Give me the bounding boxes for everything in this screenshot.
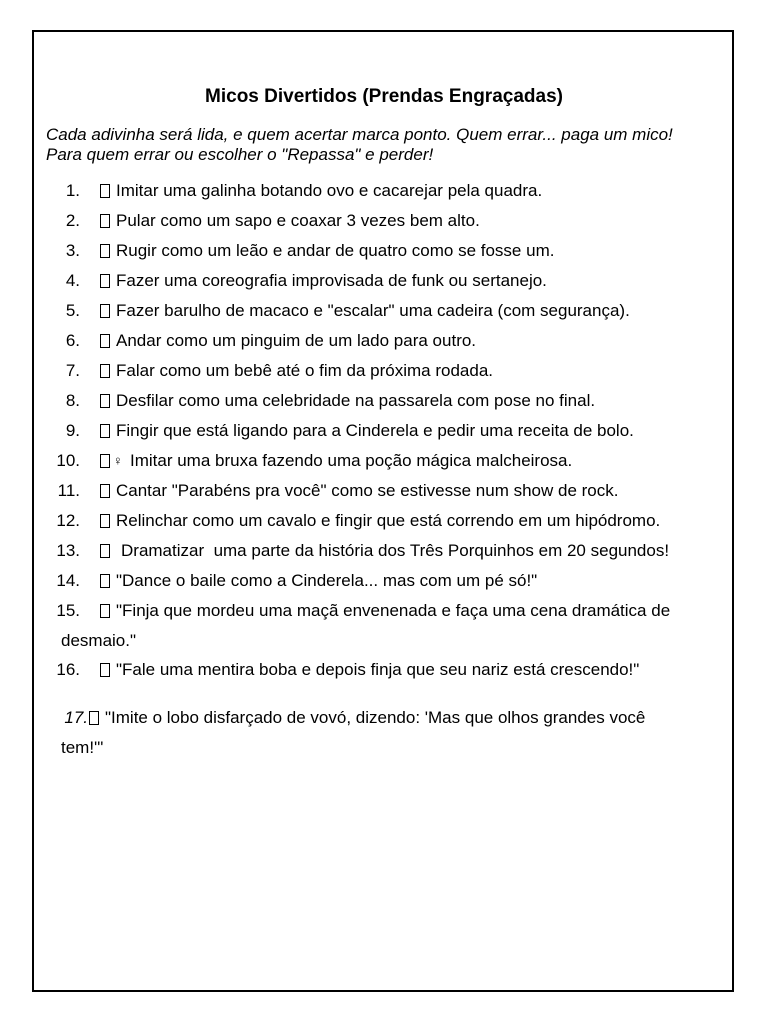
item-text: Pular como um sapo e coaxar 3 vezes bem alto.	[116, 211, 480, 230]
item-number: 8.	[65, 391, 80, 410]
item-text: Andar como um pinguim de um lado para outro.	[116, 331, 477, 350]
item-text: Rugir como um leão e andar de quatro como se fosse um.	[116, 241, 555, 260]
item-number: 17.	[64, 708, 88, 727]
item-text: Desfilar como uma celebridade na passarela com pose no final.	[116, 391, 596, 410]
missing-glyph-icon	[100, 334, 110, 348]
missing-glyph-icon	[100, 214, 110, 228]
item-number: 10.	[56, 451, 80, 470]
missing-glyph-icon	[100, 663, 110, 677]
missing-glyph-icon	[100, 304, 110, 318]
item-number: 3.	[65, 241, 80, 260]
item-text: "Finja que mordeu uma maçã envenenada e faça uma cena dramática de	[116, 601, 671, 620]
missing-glyph-icon	[100, 484, 110, 498]
missing-glyph-icon	[100, 274, 110, 288]
item-text: Fazer uma coreografia improvisada de funk ou sertanejo.	[116, 271, 547, 290]
item-number: 14.	[56, 571, 80, 590]
item-text: Dramatizar uma parte da história dos Três Porquinhos em 20 segundos!	[121, 541, 670, 560]
intro-line-1: Cada adivinha será lida, e quem acertar marca ponto. Quem errar... paga um mico!	[46, 125, 673, 144]
missing-glyph-icon	[100, 364, 110, 378]
item-number: 9.	[65, 421, 80, 440]
item-number: 15.	[56, 601, 80, 620]
missing-glyph-icon	[100, 244, 110, 258]
item-number: 12.	[56, 511, 80, 530]
item-text: Fingir que está ligando para a Cinderela e pedir uma receita de bolo.	[116, 421, 634, 440]
item-number: 7.	[65, 361, 80, 380]
missing-glyph-icon	[100, 184, 110, 198]
missing-glyph-icon	[89, 711, 99, 725]
missing-glyph-icon	[100, 424, 110, 438]
missing-glyph-icon	[100, 544, 110, 558]
female-sign-icon: ♀	[113, 453, 123, 468]
item-text: Relinchar como um cavalo e fingir que está correndo em um hipódromo.	[116, 511, 661, 530]
item-number: 4.	[65, 271, 80, 290]
item-number: 11.	[57, 481, 80, 500]
item-text-continuation: tem!'"	[61, 738, 104, 757]
item-text: "Imite o lobo disfarçado de vovó, dizendo: 'Mas que olhos grandes você	[105, 708, 646, 727]
item-text: Imitar uma galinha botando ovo e cacarejar pela quadra.	[116, 181, 543, 200]
missing-glyph-icon	[100, 574, 110, 588]
item-number: 6.	[65, 331, 80, 350]
item-text: Imitar uma bruxa fazendo uma poção mágica malcheirosa.	[130, 451, 573, 470]
item-number: 2.	[65, 211, 80, 230]
item-text: Cantar "Parabéns pra você" como se estivesse num show de rock.	[116, 481, 619, 500]
item-text: Falar como um bebê até o fim da próxima rodada.	[116, 361, 494, 380]
item-number: 13.	[56, 541, 80, 560]
item-text: Fazer barulho de macaco e "escalar" uma cadeira (com segurança).	[116, 301, 630, 320]
item-number: 5.	[65, 301, 80, 320]
item-text: "Fale uma mentira boba e depois finja que seu nariz está crescendo!"	[116, 660, 640, 679]
item-text-continuation: desmaio."	[61, 631, 137, 650]
item-number: 16.	[56, 660, 80, 679]
missing-glyph-icon	[100, 454, 110, 468]
intro-line-2: Para quem errar ou escolher o "Repassa" e perder!	[46, 145, 434, 164]
missing-glyph-icon	[100, 514, 110, 528]
missing-glyph-icon	[100, 604, 110, 618]
missing-glyph-icon	[100, 394, 110, 408]
item-text: "Dance o baile como a Cinderela... mas com um pé só!"	[116, 571, 538, 590]
document-title: Micos Divertidos (Prendas Engraçadas)	[205, 86, 563, 107]
item-number: 1.	[65, 181, 80, 200]
